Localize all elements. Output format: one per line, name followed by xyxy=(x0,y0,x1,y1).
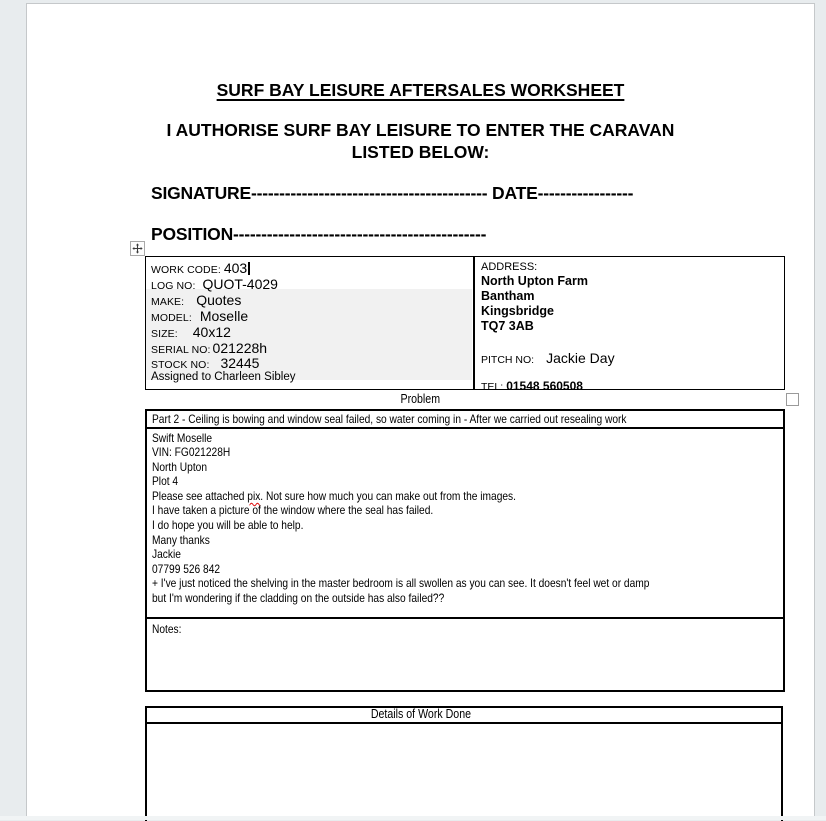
work-done-table xyxy=(145,706,783,821)
authorise-line-2[interactable]: LISTED BELOW: xyxy=(351,142,490,162)
body-line: Swift Moselle xyxy=(152,430,213,445)
body-line: + I've just noticed the shelving in the master bedroom is all swollen as you can see. It doesn't feel wet or damp xyxy=(152,576,650,591)
pix-suffix: . Not sure how much you can make out from the images. xyxy=(260,488,516,503)
body-line: but I'm wondering if the cladding on the outside has also failed?? xyxy=(152,591,445,606)
work-done-heading[interactable]: Details of Work Done xyxy=(370,707,471,721)
table-move-handle[interactable] xyxy=(130,241,145,256)
body-line: I have taken a picture of the window where the seal has failed. xyxy=(152,503,434,518)
page-title[interactable]: SURF BAY LEISURE AFTERSALES WORKSHEET xyxy=(216,80,625,100)
model-value: Moselle xyxy=(199,308,249,324)
address-label[interactable]: ADDRESS: xyxy=(481,261,538,273)
body-line: Many thanks xyxy=(152,532,210,547)
problem-body-row[interactable] xyxy=(147,429,783,619)
stock-no-value: 32445 xyxy=(220,355,260,371)
problem-body-text xyxy=(152,431,783,606)
pitch-no-value: Jackie Day xyxy=(546,350,615,366)
position-dashes: --------------------------------------------- xyxy=(233,224,487,244)
signature-dashes: ------------------------------------------ xyxy=(250,183,488,203)
log-no-label: LOG NO: xyxy=(151,280,196,292)
address-line-4[interactable]: TQ7 3AB xyxy=(481,319,534,333)
pix-prefix: Please see attached xyxy=(152,488,248,503)
body-line: North Upton xyxy=(152,459,207,474)
make-label: MAKE: xyxy=(151,296,185,308)
body-line: Plot 4 xyxy=(152,474,179,489)
stock-no-label: STOCK NO: xyxy=(151,359,210,371)
work-code-value: 403 xyxy=(223,260,248,276)
serial-no-label: SERIAL NO: xyxy=(151,344,211,356)
work-code-row[interactable] xyxy=(151,260,250,276)
stock-no-row[interactable] xyxy=(151,355,259,371)
text-cursor xyxy=(248,262,250,275)
tel-value: 01548 560508 xyxy=(506,379,583,393)
body-line-pix xyxy=(152,489,783,504)
address-line-3[interactable]: Kingsbridge xyxy=(481,304,554,318)
position-line[interactable] xyxy=(151,224,486,245)
model-row[interactable] xyxy=(151,308,248,324)
column-divider xyxy=(473,257,475,389)
tel-label: TEL: xyxy=(481,381,504,393)
pitch-no-label: PITCH NO: xyxy=(481,354,535,366)
misspelled-word: pix xyxy=(247,488,261,503)
problem-table xyxy=(145,409,785,692)
problem-heading[interactable]: Problem xyxy=(400,392,441,406)
log-no-row[interactable] xyxy=(151,276,278,292)
move-arrows-icon xyxy=(132,243,143,254)
notes-label: Notes: xyxy=(152,621,182,636)
body-line: Jackie xyxy=(152,547,181,562)
size-row[interactable] xyxy=(151,324,231,340)
signature-line[interactable] xyxy=(151,183,633,204)
address-line-2[interactable]: Bantham xyxy=(481,289,535,303)
log-no-value: QUOT-4029 xyxy=(202,276,278,292)
work-code-label: WORK CODE: xyxy=(151,264,221,276)
make-row[interactable] xyxy=(151,292,241,308)
problem-summary-row[interactable] xyxy=(147,411,783,429)
signature-label: SIGNATURE xyxy=(151,183,251,203)
pitch-no-row[interactable] xyxy=(481,350,615,368)
position-label: POSITION xyxy=(151,224,234,244)
serial-no-value: 021228h xyxy=(212,340,268,356)
address-line-1[interactable]: North Upton Farm xyxy=(481,274,588,288)
size-value: 40x12 xyxy=(192,324,231,340)
date-dashes: ----------------- xyxy=(537,183,634,203)
serial-no-row[interactable] xyxy=(151,340,267,356)
model-label: MODEL: xyxy=(151,312,192,324)
document-page xyxy=(26,3,815,820)
body-line: I do hope you will be able to help. xyxy=(152,518,304,533)
problem-summary: Part 2 - Ceiling is bowing and window seal failed, so water coming in - After we carried out resealing work xyxy=(152,412,627,426)
date-label: DATE xyxy=(492,183,538,203)
body-line: VIN: FG021228H xyxy=(152,445,231,460)
assigned-note[interactable]: Assigned to Charleen Sibley xyxy=(151,371,296,383)
size-label: SIZE: xyxy=(151,328,178,340)
caravan-info-table xyxy=(145,256,785,393)
body-line: 07799 526 842 xyxy=(152,561,221,576)
make-value: Quotes xyxy=(196,292,242,308)
notes-row[interactable] xyxy=(147,619,783,690)
bottom-strip xyxy=(0,816,826,820)
authorise-line-1[interactable]: I AUTHORISE SURF BAY LEISURE TO ENTER THE CARAVAN xyxy=(166,120,675,140)
